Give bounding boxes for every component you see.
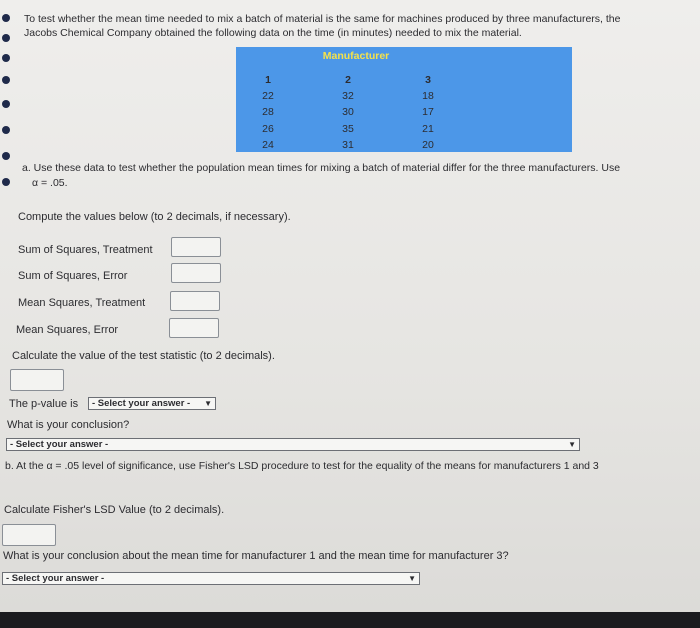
bullet-icon: [2, 54, 10, 62]
ms-treatment-label: Mean Squares, Treatment: [18, 297, 146, 309]
ms-error-input[interactable]: [169, 318, 219, 338]
column-header-1: 1: [265, 74, 271, 86]
table-cell: 26: [262, 123, 274, 135]
ms-error-label: Mean Squares, Error: [16, 324, 119, 336]
bullet-icon: [2, 178, 10, 186]
table-cell: 32: [342, 90, 354, 102]
table-cell: 20: [422, 139, 434, 151]
intro-line-2: Jacobs Chemical Company obtained the following data on the time (in minutes) needed to mix the material.: [24, 27, 522, 39]
screen-bottom-edge: [0, 612, 700, 628]
lsd-conclusion-select-text: - Select your answer -: [6, 573, 105, 584]
table-cell: 35: [342, 123, 354, 135]
alpha-value: α = .05.: [32, 177, 68, 189]
bullet-icon: [2, 34, 10, 42]
bullet-icon: [2, 152, 10, 160]
p-value-select-text: - Select your answer -: [92, 398, 191, 409]
intro-text: [24, 12, 620, 40]
bullet-icon: [2, 100, 10, 108]
p-value-label: The p-value is: [9, 398, 79, 410]
conclusion-select-text: - Select your answer -: [10, 439, 109, 450]
table-cell: 24: [262, 139, 274, 151]
table-cell: 21: [422, 123, 434, 135]
table-cell: 31: [342, 139, 354, 151]
ss-treatment-input[interactable]: [171, 237, 221, 257]
table-cell: 30: [342, 106, 354, 118]
part-a-prompt: a. Use these data to test whether the population mean times for mixing a batch of material differ for the three manufacturers. Use: [22, 162, 621, 174]
part-b-prompt: b. At the α = .05 level of significance, use Fisher's LSD procedure to test for the equality of the means for manufacturers 1 and 3: [5, 460, 599, 472]
ss-treatment-label: Sum of Squares, Treatment: [18, 244, 153, 256]
dropdown-arrow-icon: ▼: [568, 440, 576, 449]
test-statistic-input[interactable]: [10, 369, 64, 391]
lsd-instruction: Calculate Fisher's LSD Value (to 2 decimals).: [4, 504, 225, 516]
column-header-2: 2: [345, 74, 351, 86]
table-cell: 18: [422, 90, 434, 102]
bullet-icon: [2, 76, 10, 84]
conclusion-question: What is your conclusion?: [7, 419, 130, 431]
lsd-conclusion-select[interactable]: [2, 572, 420, 585]
table-cell: 17: [422, 106, 434, 118]
ss-error-label: Sum of Squares, Error: [18, 270, 128, 282]
table-cell: 22: [262, 90, 274, 102]
ss-error-input[interactable]: [171, 263, 221, 283]
intro-line-1: To test whether the mean time needed to mix a batch of material is the same for machines produced by three manufacturers, the: [24, 13, 621, 25]
table-cell: 28: [262, 106, 274, 118]
table-header-manufacturer: Manufacturer: [322, 50, 390, 62]
lsd-conclusion-question: What is your conclusion about the mean time for manufacturer 1 and the mean time for manufacturer 3?: [3, 550, 509, 562]
bullet-icon: [2, 126, 10, 134]
ms-treatment-input[interactable]: [170, 291, 220, 311]
column-header-3: 3: [425, 74, 431, 86]
p-value-select[interactable]: [88, 397, 216, 410]
test-statistic-instruction: Calculate the value of the test statistic (to 2 decimals).: [12, 350, 275, 362]
compute-instruction: Compute the values below (to 2 decimals, if necessary).: [18, 211, 291, 223]
conclusion-select[interactable]: [6, 438, 580, 451]
bullet-icon: [2, 14, 10, 22]
left-margin-bullets: [0, 0, 14, 230]
dropdown-arrow-icon: ▼: [204, 399, 212, 408]
dropdown-arrow-icon: ▼: [408, 574, 416, 583]
lsd-value-input[interactable]: [2, 524, 56, 546]
